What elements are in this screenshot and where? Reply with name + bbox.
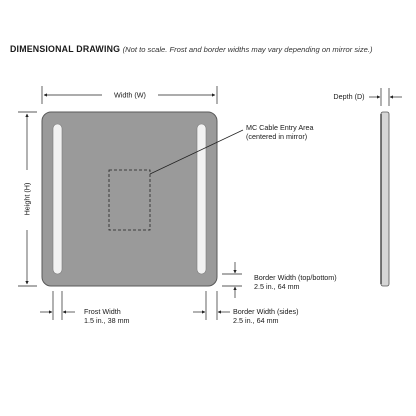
height-label: Height (H)	[22, 182, 32, 216]
border-tb-label-line2: 2.5 in., 64 mm	[254, 282, 300, 291]
drawing-title: DIMENSIONAL DRAWING	[10, 44, 121, 54]
mirror-front-view	[42, 112, 217, 286]
depth-label: Depth (D)	[333, 92, 365, 101]
width-label: Width (W)	[114, 90, 146, 100]
border-sides-label-line1: Border Width (sides)	[233, 307, 299, 316]
right-frost-strip	[197, 124, 206, 274]
frost-label-line1: Frost Width	[84, 307, 121, 316]
frost-label-line2: 1.5 in., 38 mm	[84, 316, 130, 325]
drawing-note: (Not to scale. Frost and border widths may vary depending on mirror size.)	[122, 45, 373, 54]
mirror-side-view	[381, 112, 389, 286]
cable-label-line2: (centered in mirror)	[246, 132, 308, 141]
left-frost-strip	[53, 124, 62, 274]
border-tb-label-line1: Border Width (top/bottom)	[254, 273, 337, 282]
border-sides-label-line2: 2.5 in., 64 mm	[233, 316, 279, 325]
cable-label-line1: MC Cable Entry Area	[246, 123, 314, 132]
